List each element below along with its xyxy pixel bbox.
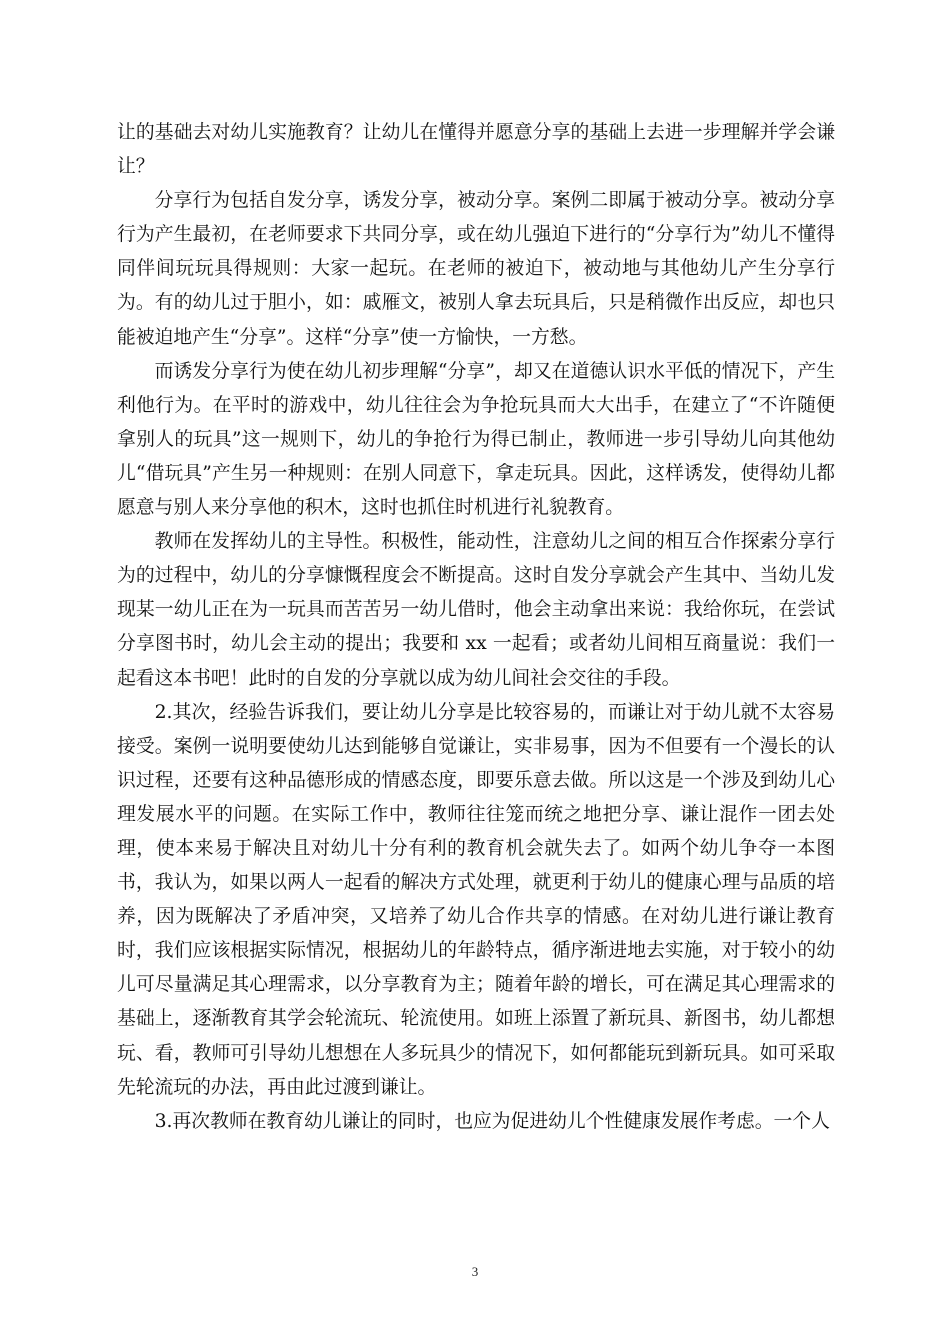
paragraph-point-3: 3.再次教师在教育幼儿谦让的同时，也应为促进幼儿个性健康发展作考虑。一个人 xyxy=(154,1110,830,1132)
paragraph-spontaneous-sharing: 教师在发挥幼儿的主导性。积极性，能动性，注意幼儿之间的相互合作探索分享行为的过程中，幼儿的分享慷慨程度会不断提高。这时自发分享就会产生其中、当幼儿发现某一幼儿正在为一玩具而苦苦另一幼儿借时，他会主动拿出来说：我给你玩，在尝试分享图书时，幼儿会主动的提出；我要和 xx 一起看；或者幼儿间相互商量说：我们一起看这本书吧！此时的自发的分享就以成为幼儿间社会交往的手段。 xyxy=(117,531,835,689)
paragraph-induced-sharing: 而诱发分享行为使在幼儿初步理解“分享”，却又在道德认识水平低的情况下，产生利他行为。在平时的游戏中，幼儿往往会为争抢玩具而大大出手，在建立了“不许随便拿别人的玩具”这一规则下，幼儿的争抢行为得已制止，教师进一步引导幼儿向其他幼儿“借玩具”产生另一种规则：在别人同意下，拿走玩具。因此，这样诱发，使得幼儿都愿意与别人来分享他的积木，这时也抓住时机进行礼貌教育。 xyxy=(117,360,835,519)
paragraph-point-2: 2.其次，经验告诉我们，要让幼儿分享是比较容易的，而谦让对于幼儿就不太容易接受。案例一说明要使幼儿达到能够自觉谦让，实非易事，因为不但要有一个漫长的认识过程，还要有这种品德形成的情感态度，即要乐意去做。所以这是一个涉及到幼儿心理发展水平的问题。在实际工作中，教师往往笼而统之地把分享、谦让混作一团去处理，使本来易于解决且对幼儿十分有利的教育机会就失去了。如两个幼儿争夺一本图书，我认为，如果以两人一起看的解决方式处理，就更利于幼儿的健康心理与品质的培养，因为既解决了矛盾冲突，又培养了幼儿合作共享的情感。在对幼儿进行谦让教育时，我们应该根据实际情况，根据幼儿的年龄特点，循序渐进地去实施，对于较小的幼儿可尽量满足其心理需求，以分享教育为主；随着年龄的增长，可在满足其心理需求的基础上，逐渐教育其学会轮流玩、轮流使用。如班上添置了新玩具、新图书，幼儿都想玩、看，教师可引导幼儿想想在人多玩具少的情况下，如何都能玩到新玩具。如可采取先轮流玩的办法，再由此过渡到谦让。 xyxy=(117,701,835,1098)
paragraph-passive-sharing: 分享行为包括自发分享，诱发分享，被动分享。案例二即属于被动分享。被动分享行为产生最初，在老师要求下共同分享，或在幼儿强迫下进行的“分享行为”幼儿不懂得同伴间玩玩具得规则：大家一起玩。在老师的被迫下，被动地与其他幼儿产生分享行为。有的幼儿过于胆小，如：戚雁文，被别人拿去玩具后，只是稍微作出反应，却也只能被迫地产生“分享”。这样“分享”使一方愉快，一方愁。 xyxy=(117,190,835,348)
body-text xyxy=(117,116,835,1139)
page-number: 3 xyxy=(471,1264,479,1279)
paragraph-continuation: 让的基础去对幼儿实施教育？让幼儿在懂得并愿意分享的基础上去进一步理解并学会谦让？ xyxy=(117,122,835,178)
